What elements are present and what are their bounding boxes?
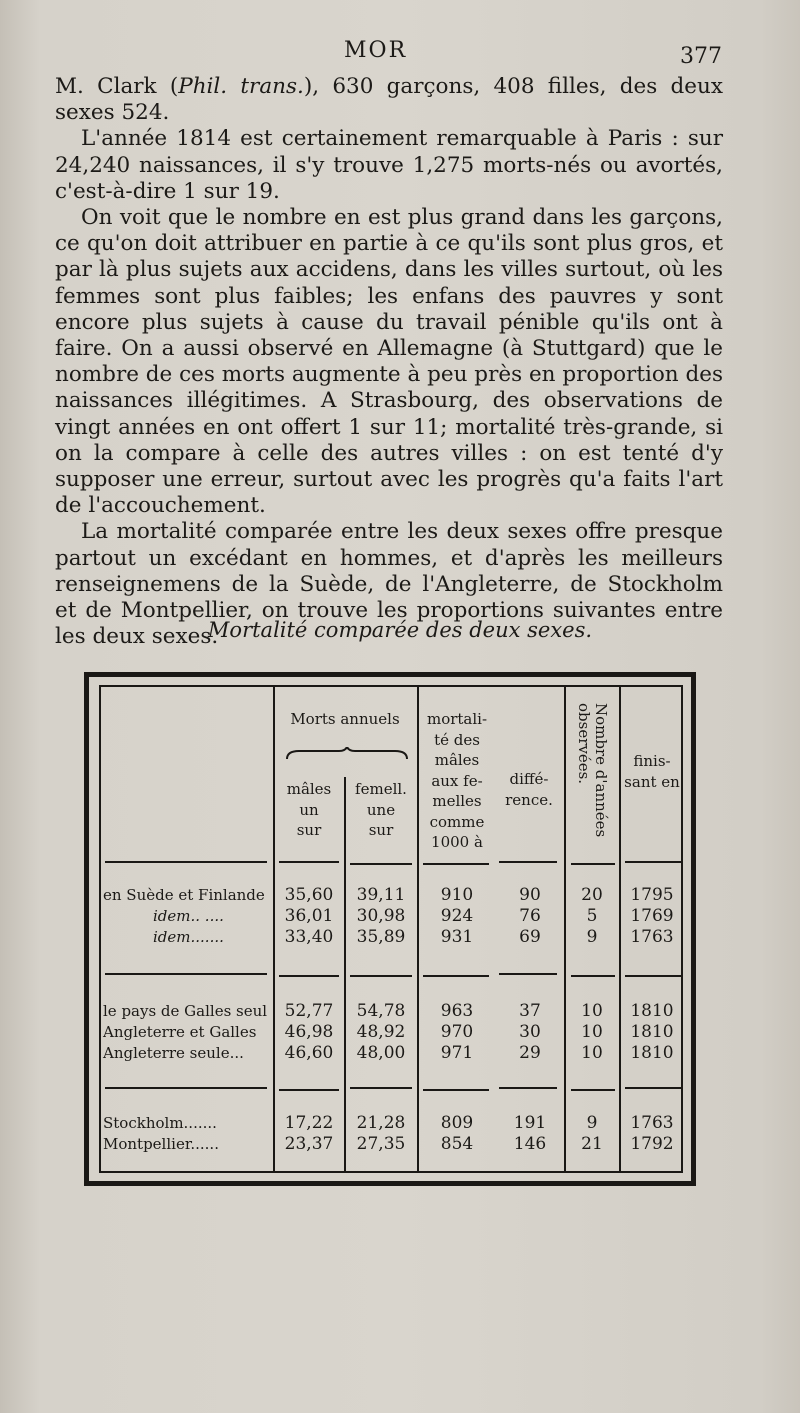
header-mortalite — [419, 709, 495, 853]
row-label: Angleterre et Galles — [103, 1023, 257, 1041]
cell-annees: 20 — [581, 885, 603, 905]
header-line: aux fe- — [431, 771, 483, 790]
group-rule — [350, 975, 412, 977]
header-line: mâles — [434, 751, 480, 769]
cell-annees: 5 — [586, 906, 598, 926]
header-line: une — [366, 800, 396, 819]
header-line: sur — [296, 821, 322, 839]
cell-difference: 29 — [519, 1043, 541, 1063]
paragraph-text: M. Clark ( — [55, 74, 179, 99]
cell-annees: 21 — [581, 1134, 603, 1154]
header-line: rence. — [505, 790, 553, 809]
header-finissant — [621, 751, 683, 792]
header-line: observées. — [575, 703, 593, 785]
header-difference — [495, 769, 563, 810]
row-label: le pays de Galles seul — [103, 1002, 268, 1020]
header-rule — [105, 861, 267, 863]
cell-annees: 10 — [581, 1043, 603, 1063]
header-line: diffé- — [509, 770, 549, 788]
table-inner-border — [99, 685, 683, 1173]
paragraph-text: L'année 1814 est certainement remarquable à Paris : sur 24,240 naissances, il s'y trouve 1,275 morts-nés ou avortés, c'est-à-dire 1 sur 19. — [55, 126, 723, 204]
cell-males: 52,77 — [284, 1001, 334, 1021]
cell-finissant: 1763 — [630, 927, 674, 947]
header-line: sur — [368, 821, 394, 839]
header-line: comme — [429, 812, 485, 831]
header-line: mortali- — [426, 710, 488, 728]
cell-males: 33,40 — [284, 927, 334, 947]
cell-femelles: 35,89 — [356, 927, 406, 947]
paragraph-text: On voit que le nombre en est plus grand dans les garçons, ce qu'on doit attribuer en partie à ce qu'ils sont plus gros, et par là plus sujets aux accidens, dans les villes surtout, où les femmes sont plus faibles; les enfans des pauvres y sont encore plus sujets à cause du travail pénible qu'ils ont à faire. On a aussi observé en Allemagne (à Stuttgard) que le nombre de ces morts augmente à peu près en proportion des naissances illégitimes. A Strasbourg, des observations de vingt années en ont offert 1 sur 11; mortalité très-grande, si on la compare à celle des autres villes : on est tenté d'y supposer une erreur, surtout avec les progrès qu'a faits l'art de l'accouchement. — [55, 205, 723, 519]
cell-annees: 10 — [581, 1022, 603, 1042]
cell-mortalite: 809 — [440, 1113, 474, 1133]
group-rule — [279, 975, 339, 977]
header-line: finis- — [633, 752, 671, 770]
paragraph-text: La mortalité comparée entre les deux sexes offre presque partout un excédant en hommes, et d'après les meilleurs renseignemens de la Suède, de l'Angleterre, de Stockholm et de Montpellier, on trouve les proportions suivantes entre les deux sexes. — [55, 519, 723, 650]
cell-mortalite: 931 — [440, 927, 474, 947]
cell-mortalite: 970 — [440, 1022, 474, 1042]
header-morts-annuels: Morts annuels — [290, 710, 400, 728]
cell-femelles: 48,00 — [356, 1043, 406, 1063]
cell-finissant: 1792 — [630, 1134, 674, 1154]
header-line: 1000 à — [431, 833, 483, 851]
cell-femelles: 54,78 — [356, 1001, 406, 1021]
cell-males: 36,01 — [284, 906, 334, 926]
table-caption: Mortalité comparée des deux sexes. — [207, 618, 593, 642]
cell-finissant: 1810 — [630, 1022, 674, 1042]
cell-males: 17,22 — [284, 1113, 334, 1133]
cell-femelles: 27,35 — [356, 1134, 406, 1154]
header-line: un — [299, 800, 319, 819]
cell-males: 35,60 — [284, 885, 334, 905]
cell-mortalite: 924 — [440, 906, 474, 926]
cell-difference: 76 — [519, 906, 541, 926]
cell-finissant: 1810 — [630, 1043, 674, 1063]
cell-annees: 10 — [581, 1001, 603, 1021]
italic-text: Phil. trans. — [178, 74, 304, 99]
cell-femelles: 30,98 — [356, 906, 406, 926]
cell-difference: 90 — [519, 885, 541, 905]
cell-mortalite: 971 — [440, 1043, 474, 1063]
header-femelles — [346, 779, 416, 841]
row-label: idem.. .... — [153, 907, 224, 925]
header-line: té des — [434, 730, 480, 749]
cell-femelles: 39,11 — [356, 885, 406, 905]
cell-mortalite: 910 — [440, 885, 474, 905]
row-label: Montpellier...... — [103, 1135, 219, 1153]
cell-femelles: 21,28 — [356, 1113, 406, 1133]
group-rule — [625, 1087, 681, 1089]
brace-icon — [285, 747, 409, 761]
group-rule — [571, 975, 615, 977]
group-rule — [499, 973, 557, 975]
cell-difference: 69 — [519, 927, 541, 947]
header-line: femell. — [355, 780, 407, 798]
cell-difference: 30 — [519, 1022, 541, 1042]
cell-males: 46,98 — [284, 1022, 334, 1042]
cell-femelles: 48,92 — [356, 1022, 406, 1042]
cell-annees: 9 — [586, 1113, 598, 1133]
header-rule — [423, 863, 489, 865]
cell-finissant: 1763 — [630, 1113, 674, 1133]
header-nombre-annees — [575, 703, 609, 863]
header-line: sant en — [624, 772, 680, 791]
cell-males: 46,60 — [284, 1043, 334, 1063]
group-rule — [499, 1087, 557, 1089]
cell-mortalite: 963 — [440, 1001, 474, 1021]
header-line: Nombre d'années — [592, 703, 610, 838]
paragraph-text: ), 630 garçons, 408 filles, des deux sexes 524. — [55, 74, 723, 126]
group-rule — [350, 1087, 412, 1089]
header-males — [275, 779, 343, 841]
header-rule — [279, 861, 339, 863]
cell-males: 23,37 — [284, 1134, 334, 1154]
paragraph — [55, 205, 723, 519]
page-number: 377 — [680, 44, 722, 69]
group-rule — [279, 1089, 339, 1091]
row-label: idem....... — [153, 928, 224, 946]
cell-annees: 9 — [586, 927, 598, 947]
row-label: Stockholm....... — [103, 1114, 217, 1132]
mortality-table — [84, 672, 696, 1186]
cell-mortalite: 854 — [440, 1134, 474, 1154]
cell-difference: 37 — [519, 1001, 541, 1021]
cell-difference: 146 — [513, 1134, 547, 1154]
group-rule — [625, 975, 681, 977]
group-rule — [423, 1089, 489, 1091]
group-rule — [423, 975, 489, 977]
group-rule — [105, 1087, 267, 1089]
header-rule — [499, 861, 557, 863]
group-rule — [105, 973, 267, 975]
paragraph — [55, 126, 723, 205]
paragraph — [55, 74, 723, 126]
header-rule — [625, 861, 681, 863]
cell-difference: 191 — [513, 1113, 547, 1133]
header-rule — [571, 863, 615, 865]
cell-finissant: 1810 — [630, 1001, 674, 1021]
cell-finissant: 1795 — [630, 885, 674, 905]
cell-finissant: 1769 — [630, 906, 674, 926]
header-line: mâles — [286, 780, 332, 798]
group-rule — [571, 1089, 615, 1091]
header-rule — [350, 863, 412, 865]
row-label: en Suède et Finlande — [103, 886, 265, 904]
page-header — [0, 38, 800, 68]
running-head: MOR — [344, 38, 408, 63]
body-text — [55, 74, 723, 650]
header-line: melles — [432, 792, 482, 810]
row-label: Angleterre seule... — [103, 1044, 244, 1062]
